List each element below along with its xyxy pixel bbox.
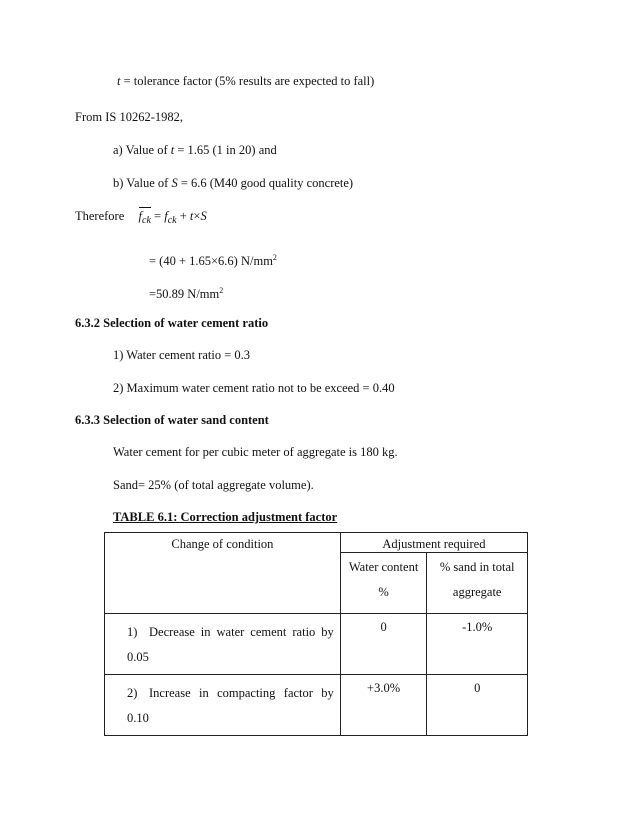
value-s-prefix: b) Value of <box>113 176 172 190</box>
tolerance-variable: t <box>117 74 121 88</box>
formula-f-bar: f <box>138 209 143 223</box>
table-row <box>105 614 528 675</box>
row-2-number: 2) <box>127 686 138 700</box>
value-s-line <box>113 175 353 191</box>
subheader-water-line-1: Water content <box>348 560 419 574</box>
subheader-sand <box>427 553 528 614</box>
row-2-water: +3.0% <box>340 675 427 736</box>
tolerance-text: = tolerance factor (5% results are expected to fall) <box>120 74 375 88</box>
formula-f: f <box>164 209 168 223</box>
row-1-water: 0 <box>340 614 427 675</box>
row-1-condition-text: Decrease in water cement ratio by 0.05 <box>127 625 334 664</box>
row-1-condition <box>105 614 341 675</box>
calc-step-2-text: =50.89 N/mm <box>149 287 220 301</box>
row-2-sand: 0 <box>427 675 528 736</box>
formula-s: S <box>200 209 207 223</box>
therefore-formula <box>75 208 207 229</box>
formula-t: t <box>189 209 194 223</box>
table-row <box>105 675 528 736</box>
value-s-var: S <box>171 176 178 190</box>
header-adjustment: Adjustment required <box>340 533 527 553</box>
row-2-condition <box>105 675 341 736</box>
row-1-number: 1) <box>127 625 138 639</box>
calc-step-1-text: = (40 + 1.65×6.6) N/mm <box>149 254 273 268</box>
section-633-line-2: Sand= 25% (of total aggregate volume). <box>113 478 314 492</box>
value-t-suffix: = 1.65 (1 in 20) and <box>174 143 277 157</box>
value-s-suffix: = 6.6 (M40 good quality concrete) <box>177 176 354 190</box>
subheader-sand-line-1: % sand in total <box>439 560 515 574</box>
subheader-water <box>340 553 427 614</box>
value-t-var: t <box>170 143 175 157</box>
therefore-label: Therefore <box>75 209 125 223</box>
calc-step-2 <box>149 283 223 302</box>
calc-step-2-sup: 2 <box>219 286 224 295</box>
from-is-line: From IS 10262-1982, <box>75 110 183 124</box>
value-t-line <box>113 142 277 158</box>
formula-plus: + <box>176 209 190 223</box>
subheader-water-line-2: % <box>378 585 389 599</box>
section-633-line-1: Water cement for per cubic meter of aggregate is 180 kg. <box>113 445 398 459</box>
tolerance-definition <box>117 73 374 89</box>
subheader-sand-line-2: aggregate <box>452 585 502 599</box>
calc-step-1-sup: 2 <box>272 253 277 262</box>
row-2-condition-text: Increase in compacting factor by 0.10 <box>127 686 334 725</box>
header-condition: Change of condition <box>105 533 341 614</box>
section-632-item-2: 2) Maximum water cement ratio not to be exceed = 0.40 <box>113 381 395 395</box>
formula-ck-bar: ck <box>142 215 151 226</box>
target-strength-symbol <box>138 207 151 226</box>
adjustment-table <box>104 532 528 736</box>
row-1-sand: -1.0% <box>427 614 528 675</box>
calc-step-1 <box>149 250 277 269</box>
formula-equals: = <box>150 209 165 223</box>
section-632-heading: 6.3.2 Selection of water cement ratio <box>75 316 269 330</box>
section-633-heading: 6.3.3 Selection of water sand content <box>75 413 269 427</box>
formula-times: × <box>193 209 201 223</box>
formula-ck: ck <box>167 215 177 226</box>
section-632-item-1: 1) Water cement ratio = 0.3 <box>113 348 251 362</box>
table-caption: TABLE 6.1: Correction adjustment factor <box>113 510 338 524</box>
value-t-prefix: a) Value of <box>113 143 171 157</box>
